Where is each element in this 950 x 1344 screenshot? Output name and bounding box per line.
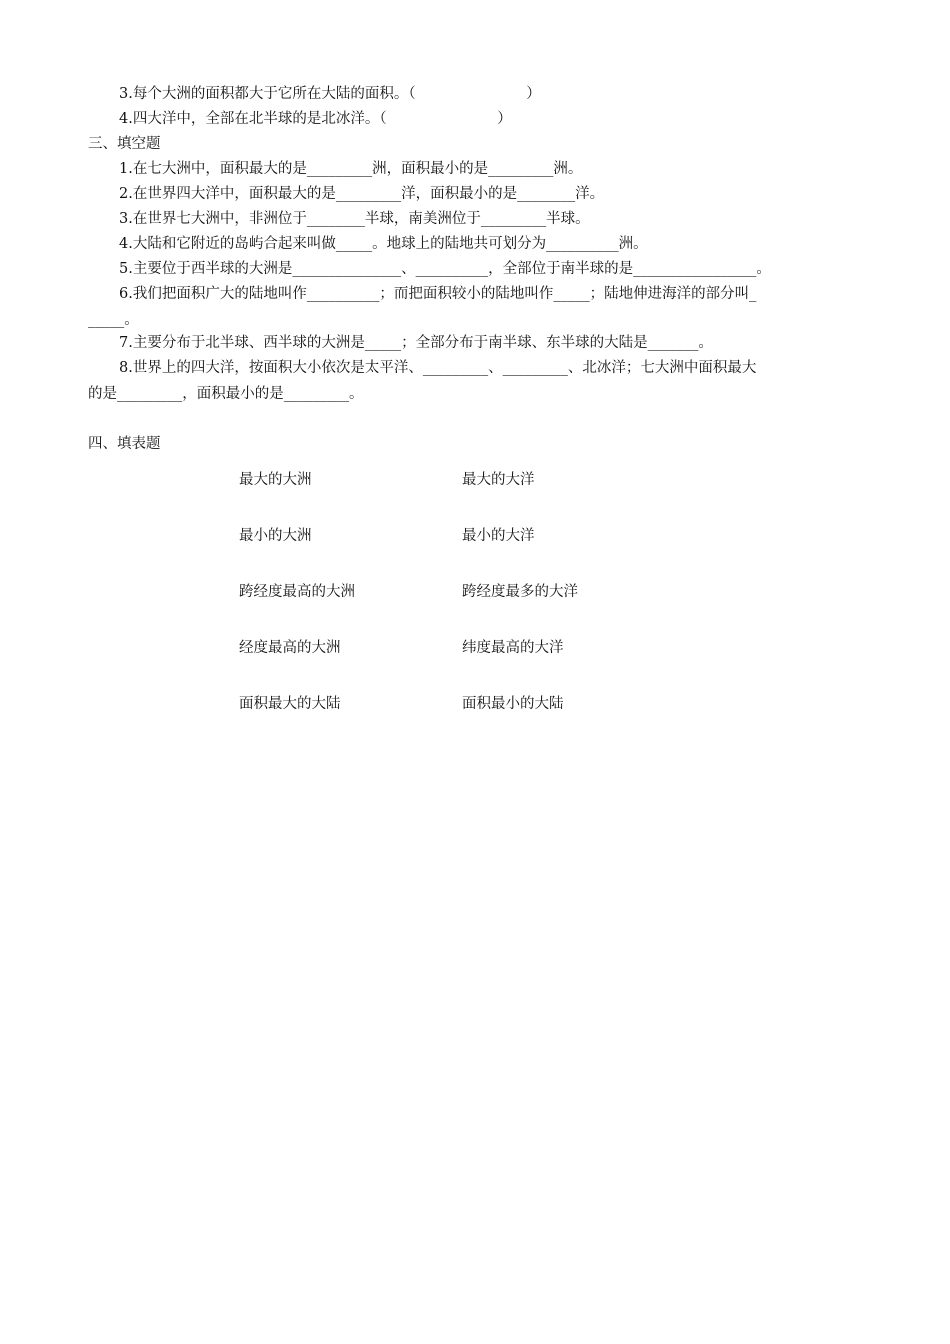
fill-q2: 2.在世界四大洋中，面积最大的是_________洋，面积最小的是________洋。	[119, 186, 605, 202]
fill-q6-line2: _____。	[88, 312, 139, 328]
table-label: 面积最小的大陆	[462, 696, 564, 712]
judgement-q4: 4.四大洋中，全部在北半球的是北冰洋。（ ）	[119, 111, 512, 127]
table-label: 跨经度最多的大洋	[462, 584, 578, 600]
section4-heading: 四、填表题	[88, 436, 161, 452]
fill-q6-line1: 6.我们把面积广大的陆地叫作__________；而把面积较小的陆地叫作_____；陆地伸进海洋的部分叫_	[119, 286, 757, 302]
fill-q8-line1: 8.世界上的四大洋，按面积大小依次是太平洋、_________、_________、北冰洋；七大洲中面积最大	[119, 360, 757, 376]
table-label: 经度最高的大洲	[239, 640, 341, 656]
fill-q4: 4.大陆和它附近的岛屿合起来叫做_____。地球上的陆地共可划分为__________洲。	[119, 236, 648, 252]
fill-q8-line2: 的是_________，面积最小的是_________。	[88, 386, 364, 402]
judgement-q3: 3.每个大洲的面积都大于它所在大陆的面积。（ ）	[119, 86, 541, 102]
table-label: 最大的大洲	[239, 472, 312, 488]
fill-q1: 1.在七大洲中，面积最大的是_________洲，面积最小的是_________洲。	[119, 161, 583, 177]
table-label: 最大的大洋	[462, 472, 535, 488]
table-label: 最小的大洋	[462, 528, 535, 544]
table-label: 纬度最高的大洋	[462, 640, 564, 656]
table-label: 跨经度最高的大洲	[239, 584, 355, 600]
table-label: 最小的大洲	[239, 528, 312, 544]
fill-q7: 7.主要分布于北半球、西半球的大洲是_____；全部分布于南半球、东半球的大陆是_______。	[119, 335, 713, 351]
fill-q5: 5.主要位于西半球的大洲是_______________、__________，全部位于南半球的是_________________。	[119, 261, 771, 277]
section3-heading: 三、填空题	[88, 136, 161, 152]
fill-q3: 3.在世界七大洲中，非洲位于________半球，南美洲位于_________半球。	[119, 211, 590, 227]
table-label: 面积最大的大陆	[239, 696, 341, 712]
